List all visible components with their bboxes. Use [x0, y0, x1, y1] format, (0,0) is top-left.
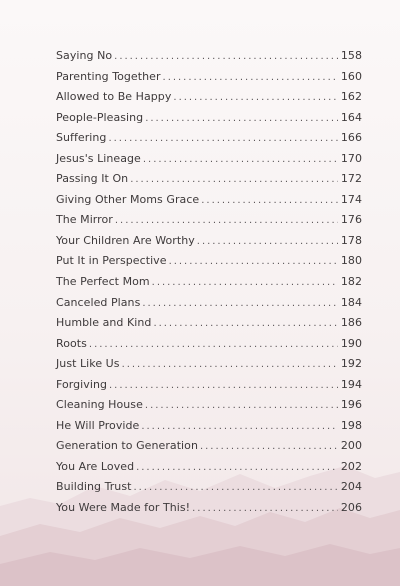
dot-leader — [163, 72, 338, 83]
toc-entry-page-number: 198 — [340, 418, 362, 432]
toc-entry — [56, 378, 362, 399]
dot-leader — [201, 195, 338, 206]
toc-entry-title: Just Like Us — [56, 357, 120, 371]
dot-leader — [130, 174, 338, 185]
toc-entry — [56, 193, 362, 214]
toc-entry — [56, 501, 362, 522]
toc-entry-page-number: 206 — [340, 501, 362, 515]
toc-entry-page-number: 204 — [340, 480, 362, 494]
dot-leader — [142, 298, 337, 309]
toc-entry-page-number: 190 — [340, 336, 362, 350]
toc-entry — [56, 213, 362, 234]
toc-entry — [56, 337, 362, 358]
toc-entry-title: People-Pleasing — [56, 110, 144, 124]
toc-entry-title: Suffering — [56, 131, 107, 145]
toc-entry-page-number: 192 — [340, 357, 362, 371]
toc-entry-page-number: 160 — [340, 69, 362, 83]
toc-entry-page-number: 184 — [340, 295, 362, 309]
toc-entry-title: Giving Other Moms Grace — [56, 192, 200, 206]
toc-entry-title: Building Trust — [56, 480, 132, 494]
toc-entry-title: Forgiving — [56, 377, 108, 391]
toc-entry-title: He Will Provide — [56, 418, 140, 432]
toc-entry-page-number: 176 — [340, 213, 362, 227]
toc-entry-page-number: 194 — [340, 377, 362, 391]
toc-entry-page-number: 158 — [340, 49, 362, 62]
toc-entry-page-number: 164 — [340, 110, 362, 124]
toc-entry-title: Passing It On — [56, 172, 129, 186]
dot-leader — [141, 421, 337, 432]
dot-leader — [145, 400, 338, 411]
toc-entry-page-number: 174 — [340, 192, 362, 206]
toc-entry — [56, 357, 362, 378]
toc-entry-page-number: 196 — [340, 398, 362, 412]
toc-entry-title: Humble and Kind — [56, 316, 152, 330]
dot-leader — [122, 359, 338, 370]
toc-entry — [56, 90, 362, 111]
toc-entry-page-number: 182 — [340, 275, 362, 289]
toc-entry — [56, 316, 362, 337]
dot-leader — [143, 154, 338, 165]
toc-entry-title: Cleaning House — [56, 398, 143, 412]
dot-leader — [152, 277, 338, 288]
toc-entry — [56, 398, 362, 419]
toc-entry-title: The Mirror — [56, 213, 113, 227]
dot-leader — [115, 215, 338, 226]
dot-leader — [153, 318, 337, 329]
toc-entry-page-number: 178 — [340, 233, 362, 247]
dot-leader — [200, 441, 338, 452]
toc-entry-title: Allowed to Be Happy — [56, 90, 172, 104]
toc-entry-page-number: 200 — [340, 439, 362, 453]
toc-entry — [56, 152, 362, 173]
toc-entry-title: You Were Made for This! — [56, 501, 191, 515]
toc-entry-title: Put It in Perspective — [56, 254, 167, 268]
toc-entry-page-number: 180 — [340, 254, 362, 268]
toc-entry — [56, 131, 362, 152]
dot-leader — [173, 92, 337, 103]
toc-entry-title: Your Children Are Worthy — [56, 233, 195, 247]
dot-leader — [114, 51, 338, 62]
toc-entry — [56, 234, 362, 255]
toc-entry-title: Jesus's Lineage — [56, 151, 141, 165]
dot-leader — [136, 462, 338, 473]
dot-leader — [197, 236, 338, 247]
toc-entry-title: Canceled Plans — [56, 295, 141, 309]
toc-entry-title: Generation to Generation — [56, 439, 198, 453]
dot-leader — [89, 339, 338, 350]
toc-entry-page-number: 172 — [340, 172, 362, 186]
toc-entry — [56, 49, 362, 70]
dot-leader — [108, 133, 337, 144]
toc-entry-page-number: 202 — [340, 459, 362, 473]
toc-entry — [56, 254, 362, 275]
table-of-contents — [56, 49, 362, 522]
dot-leader — [169, 256, 338, 267]
dot-leader — [192, 503, 338, 514]
toc-entry-page-number: 162 — [340, 90, 362, 104]
toc-entry-page-number: 186 — [340, 316, 362, 330]
toc-entry — [56, 275, 362, 296]
toc-entry-title: The Perfect Mom — [56, 275, 150, 289]
toc-entry — [56, 419, 362, 440]
dot-leader — [133, 482, 337, 493]
dot-leader — [145, 113, 338, 124]
toc-entry — [56, 480, 362, 501]
toc-entry-title: Roots — [56, 336, 87, 350]
toc-entry-page-number: 170 — [340, 151, 362, 165]
toc-entry — [56, 172, 362, 193]
dot-leader — [109, 380, 338, 391]
toc-entry-title: Saying No — [56, 49, 113, 62]
toc-entry-title: Parenting Together — [56, 69, 161, 83]
toc-entry — [56, 439, 362, 460]
toc-entry — [56, 460, 362, 481]
toc-entry-title: You Are Loved — [56, 459, 135, 473]
toc-entry — [56, 111, 362, 132]
toc-entry — [56, 296, 362, 317]
toc-entry — [56, 70, 362, 91]
toc-entry-page-number: 166 — [340, 131, 362, 145]
